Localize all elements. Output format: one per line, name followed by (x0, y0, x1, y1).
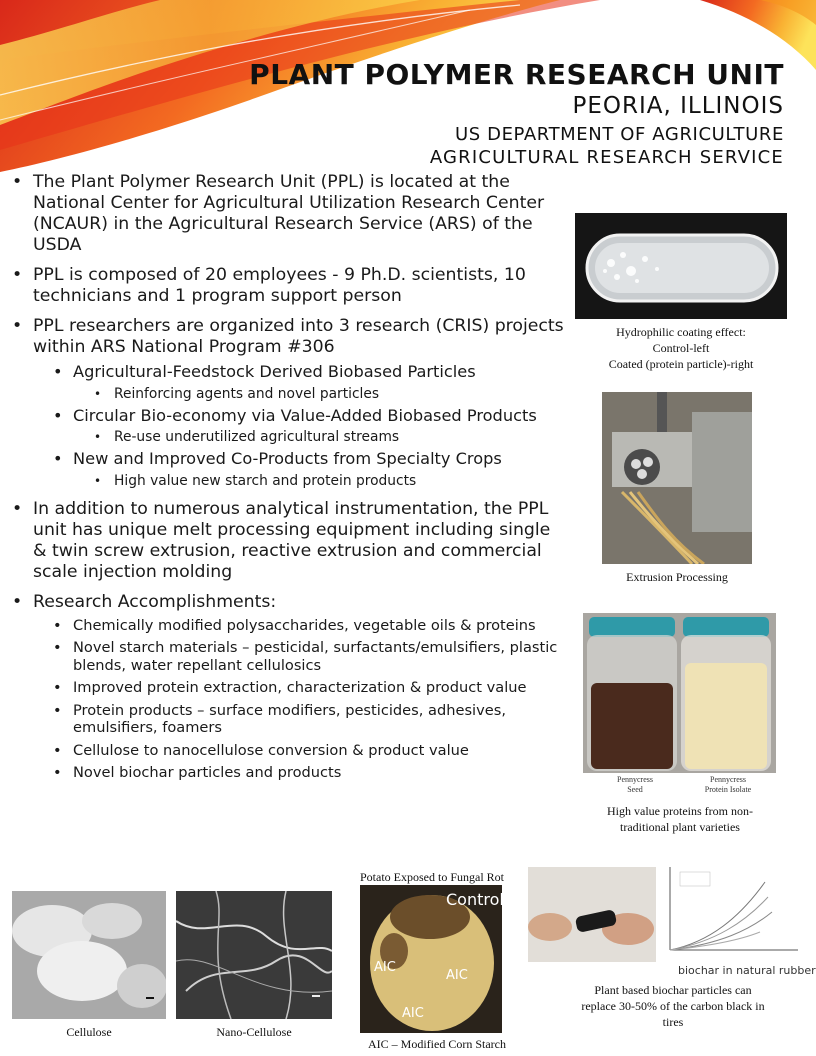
accomplishment-item: • Novel biochar particles and products (12, 764, 568, 782)
project-3-detail: • High value new starch and protein products (12, 472, 568, 490)
project-3: • New and Improved Co-Products from Specialty Crops (12, 449, 568, 469)
accomplishment-item: • Protein products – surface modifiers, pesticides, adhesives, emulsifiers, foamers (12, 702, 568, 737)
accomplishment-item: • Improved protein extraction, characterization & product value (12, 679, 568, 697)
coating-photo (575, 213, 787, 319)
coating-caption-3: Coated (protein particle)-right (608, 357, 754, 371)
coating-caption-1: Hydrophilic coating effect: (616, 325, 746, 339)
bullet-location: • The Plant Polymer Research Unit (PPL) is located at the National Center for Agricultural Utilization Research Center (NCAUR) in the Agricultural Research Service (ARS) of the USDA (12, 172, 568, 256)
accomplishment-item: • Novel starch materials – pesticidal, surfactants/emulsifiers, plastic blends, water repellant cellulosics (12, 639, 568, 674)
bullet-projects: • PPL researchers are organized into 3 research (CRIS) projects within ARS National Program #306 (12, 316, 568, 358)
location: PEORIA, ILLINOIS (572, 93, 784, 119)
pennycress-isolate-label: Pennycress Protein Isolate (704, 775, 752, 794)
nanocellulose-micrograph (176, 891, 332, 1019)
potato-aic-label: AIC (402, 1006, 424, 1021)
stress-strain-plot (660, 862, 802, 962)
department: US DEPARTMENT OF AGRICULTURE (455, 124, 784, 145)
bullet-equipment: • In addition to numerous analytical instrumentation, the PPL unit has unique melt processing equipment including single & twin screw extrusion, reactive extrusion and commercial scale injection molding (12, 499, 568, 583)
accomplishment-item: • Chemically modified polysaccharides, vegetable oils & proteins (12, 617, 568, 635)
project-1: • Agricultural-Feedstock Derived Biobased Particles (12, 362, 568, 382)
potato-aic-label: AIC (374, 960, 396, 975)
extrusion-photo (602, 392, 752, 564)
cellulose-micrograph (12, 891, 166, 1019)
biochar-caption: Plant based biochar particles can replace 30-50% of the carbon black in tires (581, 983, 765, 1029)
protein-caption: High value proteins from non-traditional plant varieties (607, 804, 753, 834)
bullet-employees: • PPL is composed of 20 employees - 9 Ph.D. scientists, 10 technicians and 1 program support person (12, 265, 568, 307)
project-1-detail: • Reinforcing agents and novel particles (12, 385, 568, 403)
coating-caption-2: Control-left (652, 341, 710, 355)
potato-title: Potato Exposed to Fungal Rot (360, 870, 504, 884)
bullet-list (12, 172, 568, 782)
potato-caption: AIC – Modified Corn Starch (368, 1037, 506, 1051)
bullet-accomplishments: • Research Accomplishments: (12, 592, 568, 613)
pennycress-jars-photo (583, 613, 776, 773)
accomplishment-item: • Cellulose to nanocellulose conversion & product value (12, 742, 568, 760)
page-title: PLANT POLYMER RESEARCH UNIT (249, 58, 784, 91)
biochar-plot-label: biochar in natural rubber (678, 964, 816, 977)
potato-aic-label: AIC (446, 968, 468, 983)
biochar-rubber-photo (528, 867, 656, 962)
pennycress-seed-label: Pennycress Seed (617, 775, 653, 794)
cellulose-caption: Cellulose (66, 1025, 112, 1039)
extrusion-caption: Extrusion Processing (626, 570, 728, 584)
project-2-detail: • Re-use underutilized agricultural streams (12, 428, 568, 446)
project-2: • Circular Bio-economy via Value-Added Biobased Products (12, 406, 568, 426)
nanocellulose-caption: Nano-Cellulose (216, 1025, 292, 1039)
research-service: AGRICULTURAL RESEARCH SERVICE (429, 147, 784, 168)
potato-control-label: Control (446, 890, 504, 909)
